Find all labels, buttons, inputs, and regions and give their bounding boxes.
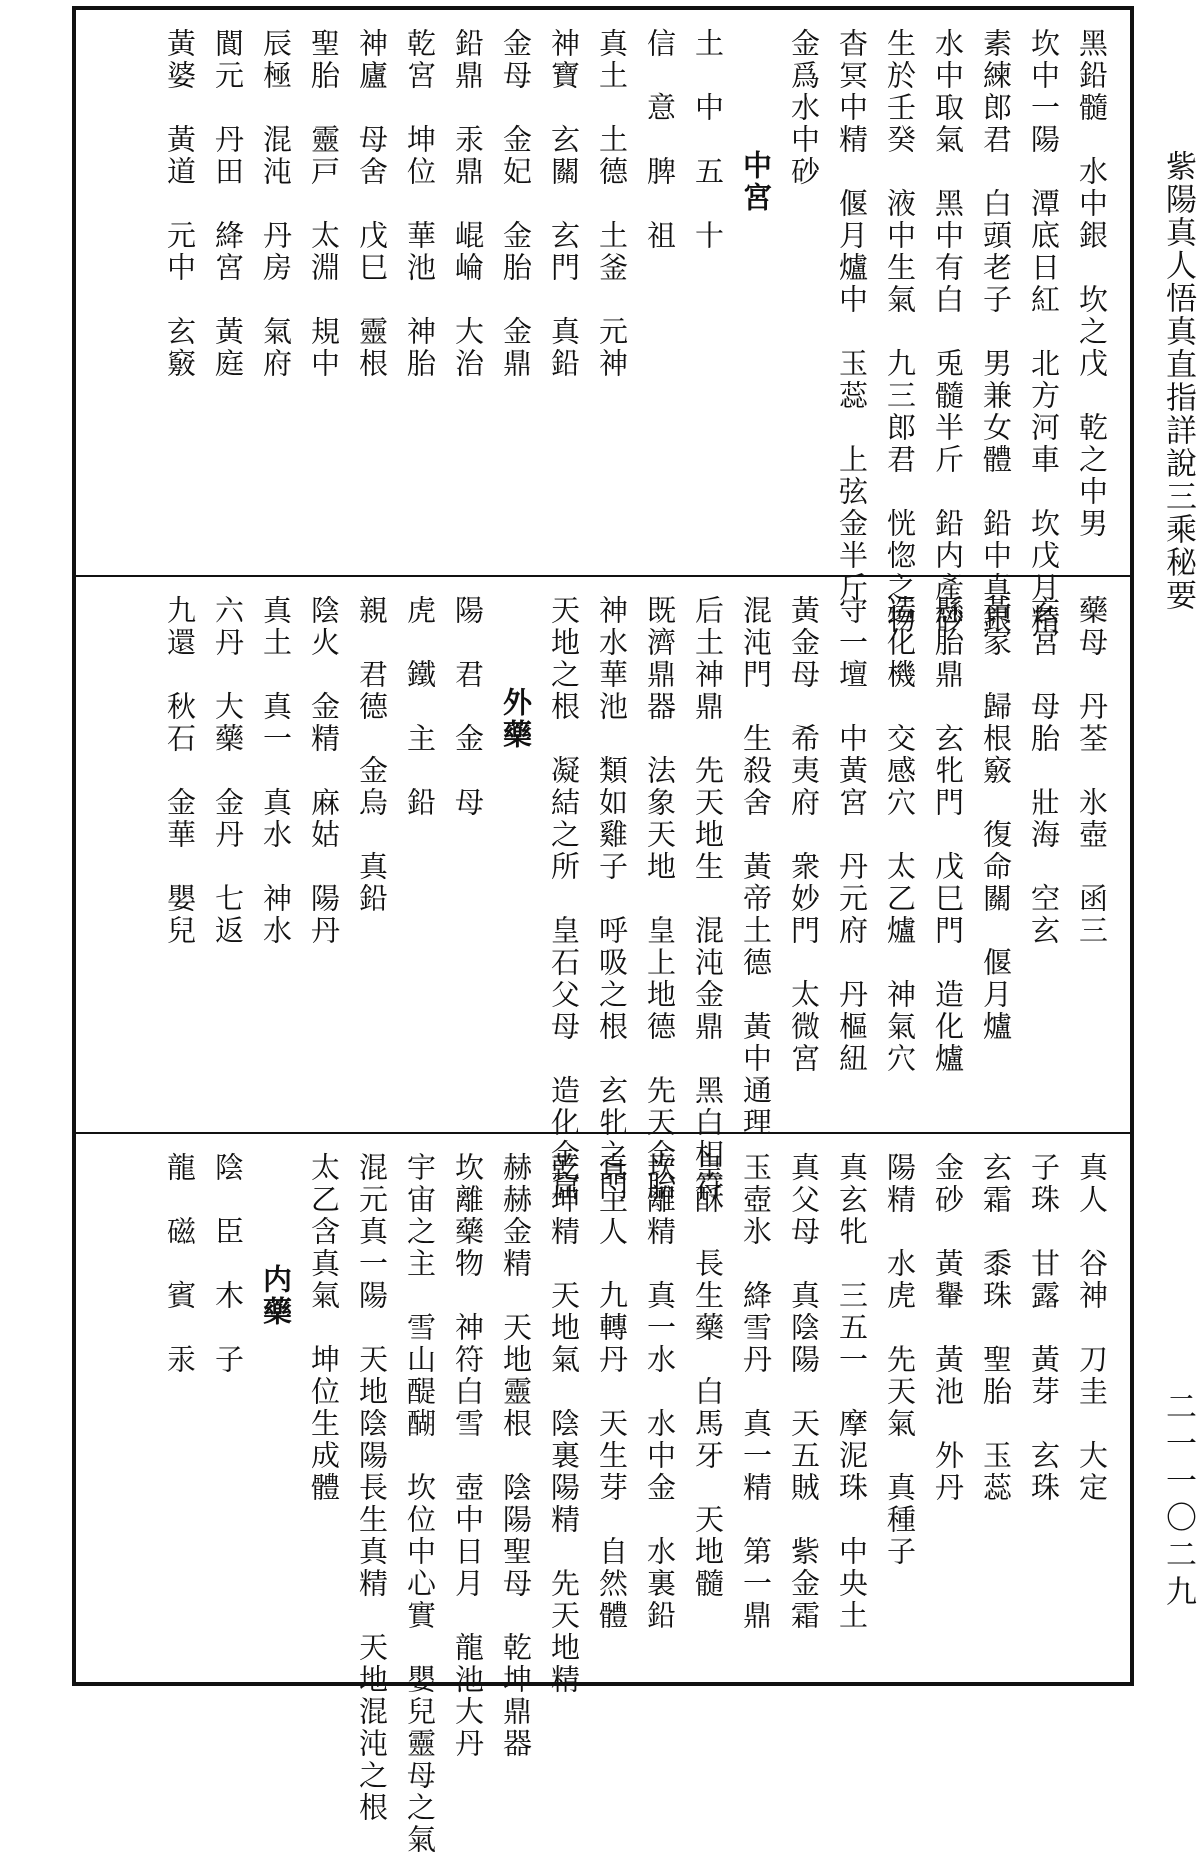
text-column [300,577,348,1132]
column-text: 土 中 五 十 [691,28,725,252]
column-text: 玄宮 母胎 壯海 空玄 [1027,595,1061,947]
column-text: 真父母 真陰陽 天五賊 紫金霜 [787,1152,821,1632]
section-heading: 内藥 [259,1264,293,1328]
book-title: 紫陽真人悟真直指詳說三乘秘要 [1160,150,1196,612]
text-column [972,10,1020,636]
column-text: 神寶 玄關 玄門 真鉛 [547,28,581,380]
text-column [684,1134,732,1682]
column-text: 真土 真一 真水 神水 [259,595,293,947]
column-text: 混元真一陽 天地陰陽長生真精 天地混沌之根 [355,1152,389,1824]
column-text: 玉壺氷 絳雪丹 真一精 第一鼎 [739,1152,773,1632]
column-text: 素練郎君 白頭老子 男兼女體 鉛中真銀 [979,28,1013,636]
column-text: 天地之根 凝結之所 皇石父母 造化金窟 [547,595,581,1203]
column-text: 守一壇 中黃宮 丹元府 丹樞紐 [835,595,869,1075]
column-text: 坎離藥物 神符白雪 壺中日月 龍池大丹 [451,1152,485,1760]
column-text: 神水華池 類如雞子 呼吸之根 玄牝之門 [595,595,629,1203]
text-column [444,577,492,1132]
text-column [780,1134,828,1682]
text-column [300,10,348,575]
text-column [588,577,636,1203]
column-text: 懸胎鼎 玄牝門 戊巳門 造化爐 [931,595,965,1075]
column-text: 金母 金妃 金胎 金鼎 [499,28,533,380]
column-text: 真土 土德 土釜 元神 [595,28,629,380]
text-column [636,1134,684,1682]
column-text: 黑鉛髓 水中銀 坎之戊 乾之中男 [1075,28,1109,540]
page-frame [72,6,1134,1856]
column-text: 神廬 母舍 戊巳 靈根 [355,28,389,380]
column-text: 金砂 黃轝 黃池 外丹 [931,1152,965,1504]
column-text: 子珠 甘露 黃芽 玄珠 [1027,1152,1061,1504]
section-2 [76,575,1130,1203]
text-column [396,577,444,1132]
section-heading: 中宮 [739,150,773,214]
text-column [156,10,204,575]
text-column [156,577,204,1132]
text-column [588,1134,636,1682]
column-text: 信 意 脾 祖 [643,28,677,252]
text-column [1068,577,1116,1132]
text-column [1068,1134,1116,1682]
section-1-columns [156,10,1116,636]
text-column [1020,1134,1068,1682]
column-text: 混沌門 生殺舍 黃帝土德 黃中通理 [739,595,773,1139]
column-text: 金爲水中砂 [787,28,821,188]
column-text: 陰火 金精 麻姑 陽丹 [307,595,341,947]
text-column [828,577,876,1132]
text-column [204,10,252,575]
column-text: 坎中一陽 潭底日紅 北方河車 坎戊月精 [1027,28,1061,636]
text-column [204,1134,252,1682]
page-number: 二一一〇二九 [1160,1390,1196,1612]
text-column [540,10,588,575]
column-text: 乾宮 坤位 華池 神胎 [403,28,437,380]
column-text: 黃金母 希夷府 衆妙門 太微宮 [787,595,821,1075]
column-text: 龍 磁 賓 汞 [163,1152,197,1376]
column-text: 赫赫金精 天地靈根 陰陽聖母 乾坤鼎器 [499,1152,533,1760]
text-column [780,10,828,575]
text-column [348,1134,396,1824]
text-column [732,577,780,1139]
column-text: 黃家 歸根竅 復命關 偃月爐 [979,595,1013,1043]
section-3 [76,1132,1130,1856]
text-column [876,577,924,1132]
text-column [876,1134,924,1682]
column-text: 藥母 丹荃 氷壺 函三 [1075,595,1109,947]
column-text: 宇宙之主 雪山醍醐 坎位中心實 嬰兒靈母之氣 [403,1152,437,1856]
text-column [780,577,828,1132]
text-column [1020,577,1068,1132]
column-text: 生於壬癸 液中生氣 九三郎君 恍惚之物 [883,28,917,636]
column-text: 辰極 混沌 丹房 氣府 [259,28,293,380]
section-heading-column [492,577,540,1132]
text-column [252,577,300,1132]
column-text: 黃婆 黃道 元中 玄竅 [163,28,197,380]
column-text: 九還 秋石 金華 嬰兒 [163,595,197,947]
column-text: 坎離精 真一水 水中金 水裏鉛 [643,1152,677,1632]
text-column [1068,10,1116,575]
text-column [444,10,492,575]
text-column [444,1134,492,1760]
column-text: 陽精 水虎 先天氣 真種子 [883,1152,917,1568]
text-column [300,1134,348,1682]
text-column [540,1134,588,1696]
column-text: 陰 臣 木 子 [211,1152,245,1376]
text-column [684,10,732,575]
column-text: 真人 谷神 刀圭 大定 [1075,1152,1109,1504]
text-column [540,577,588,1203]
column-text: 六丹 大藥 金丹 七返 [211,595,245,947]
section-2-columns [156,577,1116,1203]
section-heading-column [252,1134,300,1682]
column-text: 陽 君 金 母 [451,595,485,819]
text-column [348,10,396,575]
section-heading-column [732,10,780,575]
text-column [972,1134,1020,1682]
text-column [348,577,396,1132]
text-column [588,10,636,575]
text-column [396,1134,444,1856]
text-column [204,577,252,1132]
text-column [252,10,300,575]
column-text: 既濟鼎器 法象天地 皇上地德 先天金胎 [643,595,677,1203]
section-1 [76,10,1130,636]
text-column [732,1134,780,1682]
column-text: 虎 鐵 主 鉛 [403,595,437,819]
column-text: 皇酥 長生藥 白馬牙 天地髓 [691,1152,725,1600]
text-column [636,577,684,1203]
column-text: 親 君德 金烏 真鉛 [355,595,389,915]
text-column [828,10,876,604]
text-column [156,1134,204,1682]
text-column [972,577,1020,1132]
column-text: 水中取氣 黑中有白 兎髓半斤 鉛内產砂 [931,28,965,636]
column-text: 后土神鼎 先天地生 混沌金鼎 黑白相符 [691,595,725,1203]
column-text: 聖胎 靈戸 太淵 規中 [307,28,341,380]
text-column [396,10,444,575]
text-column [1020,10,1068,636]
text-column [492,1134,540,1760]
column-text: 閬元 丹田 絳宮 黃庭 [211,28,245,380]
text-column [828,1134,876,1682]
text-column [636,10,684,575]
text-column [492,10,540,575]
section-heading: 外藥 [499,687,533,751]
column-text: 鉛鼎 汞鼎 崐崘 大治 [451,28,485,380]
text-column [924,1134,972,1682]
section-3-columns [156,1134,1116,1856]
column-text: 真主人 九轉丹 天生芽 自然體 [595,1152,629,1632]
text-column [924,577,972,1132]
column-text: 玄霜 黍珠 聖胎 玉蕊 [979,1152,1013,1504]
column-text: 真玄牝 三五一 摩泥珠 中央土 [835,1152,869,1632]
column-text: 杳冥中精 偃月爐中 玉蕊 上弦金半斤 [835,28,869,604]
text-column [924,10,972,636]
column-text: 太乙含真氣 坤位生成體 [307,1152,341,1504]
text-column [684,577,732,1203]
text-column [876,10,924,636]
column-text: 造化機 交感穴 太乙爐 神氣穴 [883,595,917,1075]
column-text: 乾坤精 天地氣 陰裏陽精 先天地精 [547,1152,581,1696]
